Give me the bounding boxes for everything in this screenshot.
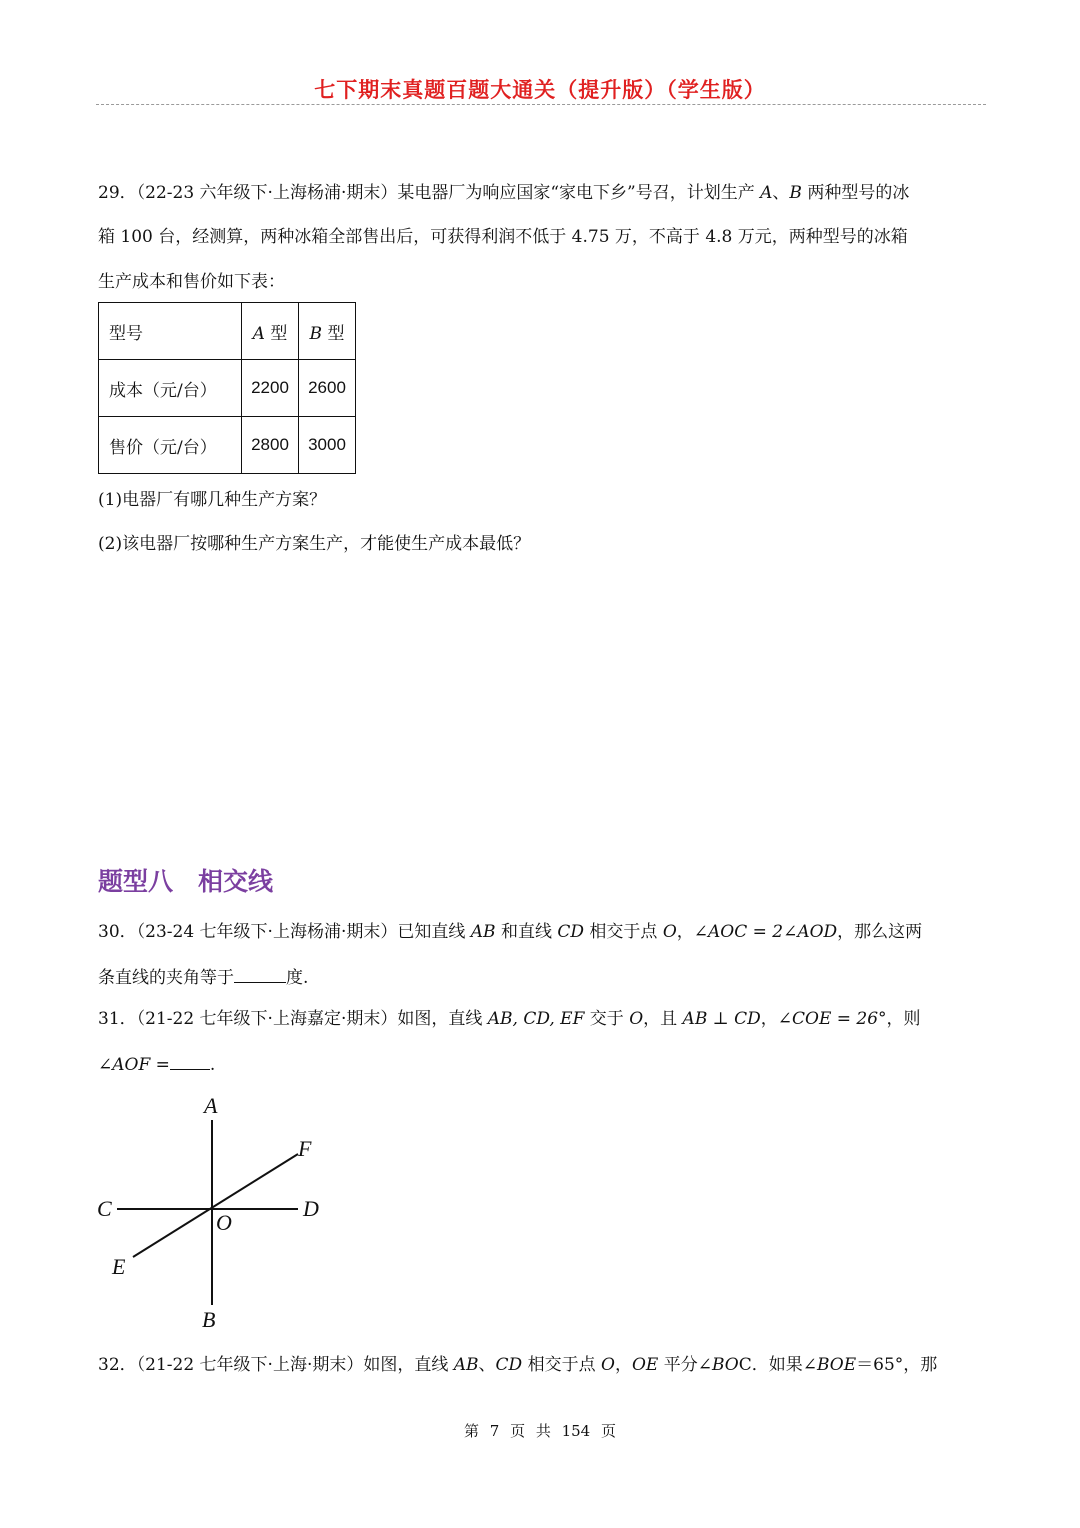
q29-var-a: A	[760, 183, 773, 203]
q30-comma: ，	[676, 922, 694, 942]
table-header-a-var: A	[252, 323, 265, 344]
q29-sub2: (2)该电器厂按哪种生产方案生产，才能使生产成本最低？	[98, 534, 531, 554]
q32-mid4: ．如果∠	[751, 1355, 817, 1375]
q31-lines: AB, CD, EF	[487, 1009, 585, 1029]
q29-line1-prefix: 29．（22-23 六年级下·上海杨浦·期末）某电器厂为响应国家“家电下乡”号召，计划生产	[98, 183, 761, 203]
label-d: D	[303, 1196, 319, 1221]
q30-line2-suffix: 度.	[286, 968, 309, 988]
q32-oe: OE	[631, 1355, 659, 1375]
q30-formula: ∠AOC = 2∠AOD	[693, 922, 838, 942]
label-c: C	[97, 1196, 112, 1221]
q30-o: O	[662, 922, 677, 942]
table-cell-a: 2200	[242, 360, 299, 417]
table-cell-b: 3000	[299, 417, 356, 474]
q32-ab: AB	[453, 1355, 479, 1375]
q32-mid2: ，	[614, 1355, 632, 1375]
section-heading: 题型八 相交线	[98, 867, 274, 896]
q32-sep: 、	[478, 1355, 496, 1375]
q32-boc: BO	[711, 1355, 739, 1375]
page-header-title: 七下期末真题百题大通关（提升版）（学生版）	[314, 78, 766, 102]
label-a: A	[204, 1093, 218, 1118]
q32-suffix: ＝65°，那	[856, 1355, 938, 1375]
q30-prefix: 30．（23-24 七年级下·上海杨浦·期末）已知直线	[98, 922, 471, 942]
table-cell-label: 售价（元/台）	[99, 417, 242, 474]
label-f: F	[298, 1136, 312, 1161]
q32-mid3: 平分∠	[658, 1355, 712, 1375]
q31-prefix: 31．（21-22 七年级下·上海嘉定·期末）如图，直线	[98, 1009, 488, 1029]
table-cell-b: 2600	[299, 360, 356, 417]
q31-mid1: 交于	[584, 1009, 630, 1029]
table-cell-label: 成本（元/台）	[99, 360, 242, 417]
q30-mid1: 和直线	[495, 922, 558, 942]
q32-mid1: 相交于点	[522, 1355, 601, 1375]
q30-cd: CD	[557, 922, 584, 942]
q31-mid2: ，且	[643, 1009, 683, 1029]
q32-line1	[98, 1355, 978, 1375]
q29-line1-suffix: 两种型号的冰	[801, 183, 910, 203]
q30-mid2: 相交于点	[584, 922, 663, 942]
table-header-b-suffix: 型	[322, 323, 345, 344]
q31-perp: AB ⊥ CD	[682, 1009, 761, 1029]
q29-sub1: (1)电器厂有哪几种生产方案？	[98, 490, 327, 510]
q30-ab: AB	[470, 922, 496, 942]
q31-o: O	[629, 1009, 644, 1029]
q29-line3: 生产成本和售价如下表：	[98, 272, 285, 292]
table-header-b-var: B	[309, 323, 323, 344]
q30-suffix: ，那么这两	[837, 922, 923, 942]
table-cell-a: 2800	[242, 417, 299, 474]
q31-line2-suffix: .	[209, 1055, 216, 1075]
q32-o: O	[601, 1355, 615, 1375]
q30-line2-prefix: 条直线的夹角等于	[98, 968, 234, 988]
table-header-a-suffix: 型	[264, 323, 288, 344]
q29-var-b: B	[789, 183, 802, 203]
q31-suffix: ，则	[886, 1009, 921, 1029]
line-ef	[133, 1154, 298, 1257]
q31-angle: ∠COE = 26°	[777, 1009, 887, 1029]
q31-line2-formula: ∠AOF =	[98, 1055, 170, 1075]
q29-line2: 箱 100 台，经测算，两种冰箱全部售出后，可获得利润不低于 4.75 万，不高于 4.8 万元，两种型号的冰箱	[98, 227, 908, 247]
q31-mid3: ，	[760, 1009, 778, 1029]
q32-boc-c: C	[738, 1355, 752, 1375]
q32-cd: CD	[495, 1355, 523, 1375]
q32-prefix: 32．（21-22 七年级下·上海·期末）如图，直线	[98, 1355, 454, 1375]
q32-boe: BOE	[816, 1355, 857, 1375]
table-header-label: 型号	[99, 303, 242, 360]
q29-sep: 、	[772, 183, 790, 203]
label-e: E	[112, 1254, 126, 1279]
page-footer: 第 7 页 共 154 页	[463, 1422, 616, 1440]
label-o: O	[216, 1210, 232, 1235]
label-b: B	[202, 1307, 216, 1332]
